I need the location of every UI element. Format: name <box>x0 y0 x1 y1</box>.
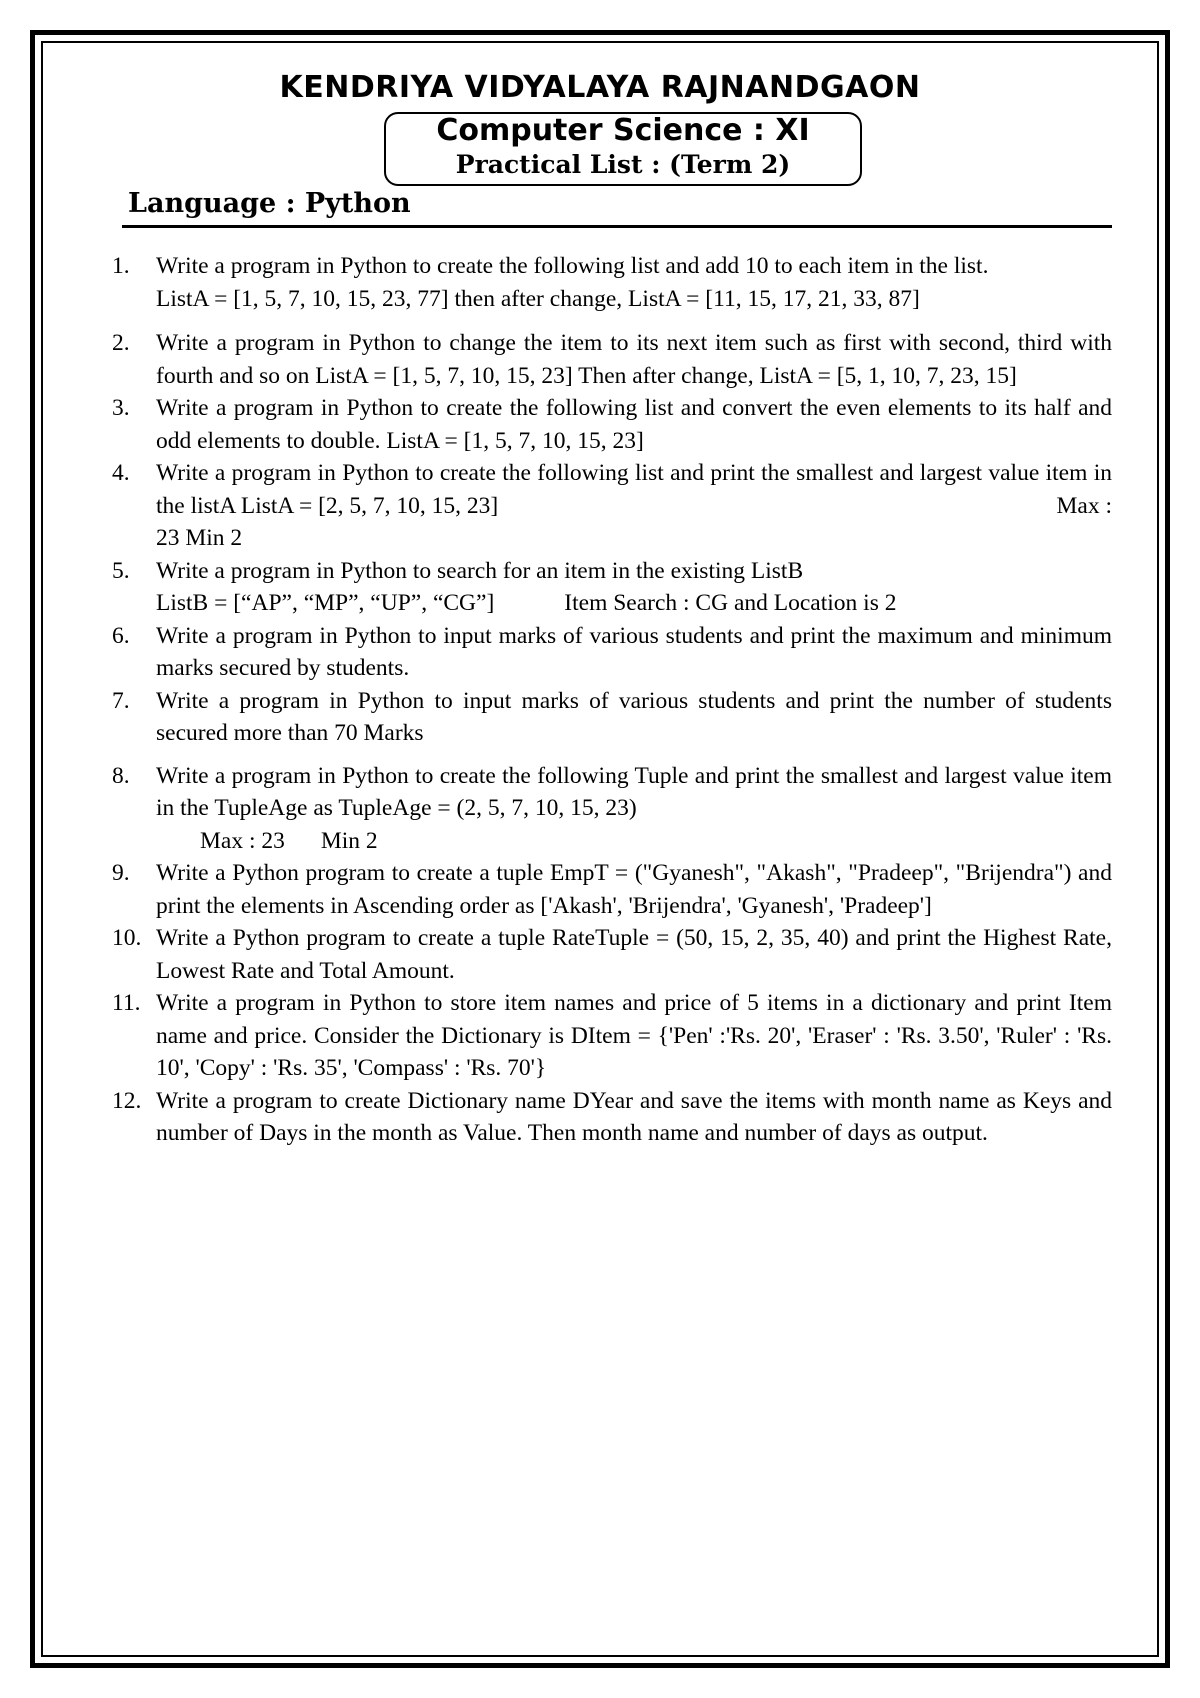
question-min: Min 2 <box>320 827 378 854</box>
question-text: Write a program in Python to input marks of various students and print the number of students secured more than 70 Marks <box>156 687 1112 746</box>
question-item <box>112 327 1112 392</box>
question-min: 23 Min 2 <box>156 525 243 551</box>
question-number: 1. <box>112 253 130 279</box>
question-number: 8. <box>112 762 130 789</box>
question-item <box>112 685 1112 750</box>
school-name: KENDRIYA VIDYALAYA RAJNANDGAON <box>279 70 921 105</box>
question-text: Write a program in Python to create the following list and convert the even elements to its half and odd elements to double. ListA = [1, 5, 7, 10, 15, 23] <box>156 395 1112 454</box>
question-number: 11. <box>112 990 141 1016</box>
language-heading: Language : Python <box>128 188 411 219</box>
question-number: 7. <box>112 687 130 714</box>
listb-value: ListB = [“AP”, “MP”, “UP”, “CG”] <box>156 590 495 616</box>
question-text: Write a program to create Dictionary name DYear and save the items with month name as Keys and number of Days in the month as Value. Then month name and number of days as output. <box>156 1087 1112 1146</box>
question-text: Write a program in Python to store item names and price of 5 items in a dictionary and print Item name and price. Consider the Dictionary is DItem = {'Pen' :'Rs. 20', 'Eraser' : 'Rs. 3.50', 'Ruler' : 'Rs. 10', 'Copy' : 'Rs. 35', 'Compass' : 'Rs. 70'} <box>156 990 1112 1081</box>
question-example: ListA = [1, 5, 7, 10, 15, 23, 77] then after change, ListA = [11, 15, 17, 21, 33, 87] <box>156 285 920 312</box>
question-item <box>112 457 1112 555</box>
practical-list-title: Practical List : (Term 2) <box>455 150 791 179</box>
question-text: Write a program in Python to change the item to its next item such as first with second, third with fourth and so on ListA = [1, 5, 7, 10, 15, 23] Then after change, ListA = [5, 1, 10, 7, 23, 15] <box>156 330 1112 389</box>
question-example <box>156 587 1112 620</box>
question-number: 3. <box>112 395 130 421</box>
question-text: Write a program in Python to input marks of various students and print the maximum and minimum marks secured by students. <box>156 622 1112 681</box>
question-max: Max : <box>1056 492 1112 519</box>
question-text: Write a Python program to create a tuple EmpT = ("Gyanesh", "Akash", "Pradeep", "Brijendra") and print the elements in Ascending order as ['Akash', 'Brijendra', 'Gyanesh', 'Pradeep'] <box>156 860 1112 919</box>
question-text: Write a program in Python to create the following list and print the smallest and largest value item in the listA ListA = [2, 5, 7, 10, 15, 23] <box>156 460 1112 519</box>
question-number: 2. <box>112 330 130 356</box>
question-number: 4. <box>112 460 130 486</box>
question-item <box>112 1085 1112 1150</box>
question-max: Max : 23 <box>200 827 285 854</box>
question-item <box>112 555 1112 620</box>
question-list <box>112 250 1112 1150</box>
question-number: 6. <box>112 622 130 649</box>
question-text: Write a program in Python to create the following list and add 10 to each item in the list. <box>156 253 989 279</box>
question-item <box>112 857 1112 922</box>
question-number: 12. <box>112 1087 142 1114</box>
question-text: Write a program in Python to create the following Tuple and print the smallest and largest value item in the TupleAge as TupleAge = (2, 5, 7, 10, 15, 23) <box>156 762 1112 821</box>
question-item <box>112 250 1112 315</box>
question-item <box>112 760 1112 858</box>
heading-rule <box>122 225 1112 228</box>
question-number: 5. <box>112 557 130 584</box>
question-text: Write a program in Python to search for an item in the existing ListB <box>156 557 804 584</box>
question-item <box>112 987 1112 1085</box>
question-number: 9. <box>112 860 130 886</box>
title-box <box>384 112 862 186</box>
question-number: 10. <box>112 925 142 951</box>
subject-title: Computer Science : XI <box>436 113 810 148</box>
question-item <box>112 922 1112 987</box>
question-item <box>112 392 1112 457</box>
item-search-result: Item Search : CG and Location is 2 <box>564 590 897 616</box>
question-item <box>112 620 1112 685</box>
question-example <box>156 825 1112 858</box>
question-text: Write a Python program to create a tuple RateTuple = (50, 15, 2, 35, 40) and print the Highest Rate, Lowest Rate and Total Amount. <box>156 925 1112 984</box>
